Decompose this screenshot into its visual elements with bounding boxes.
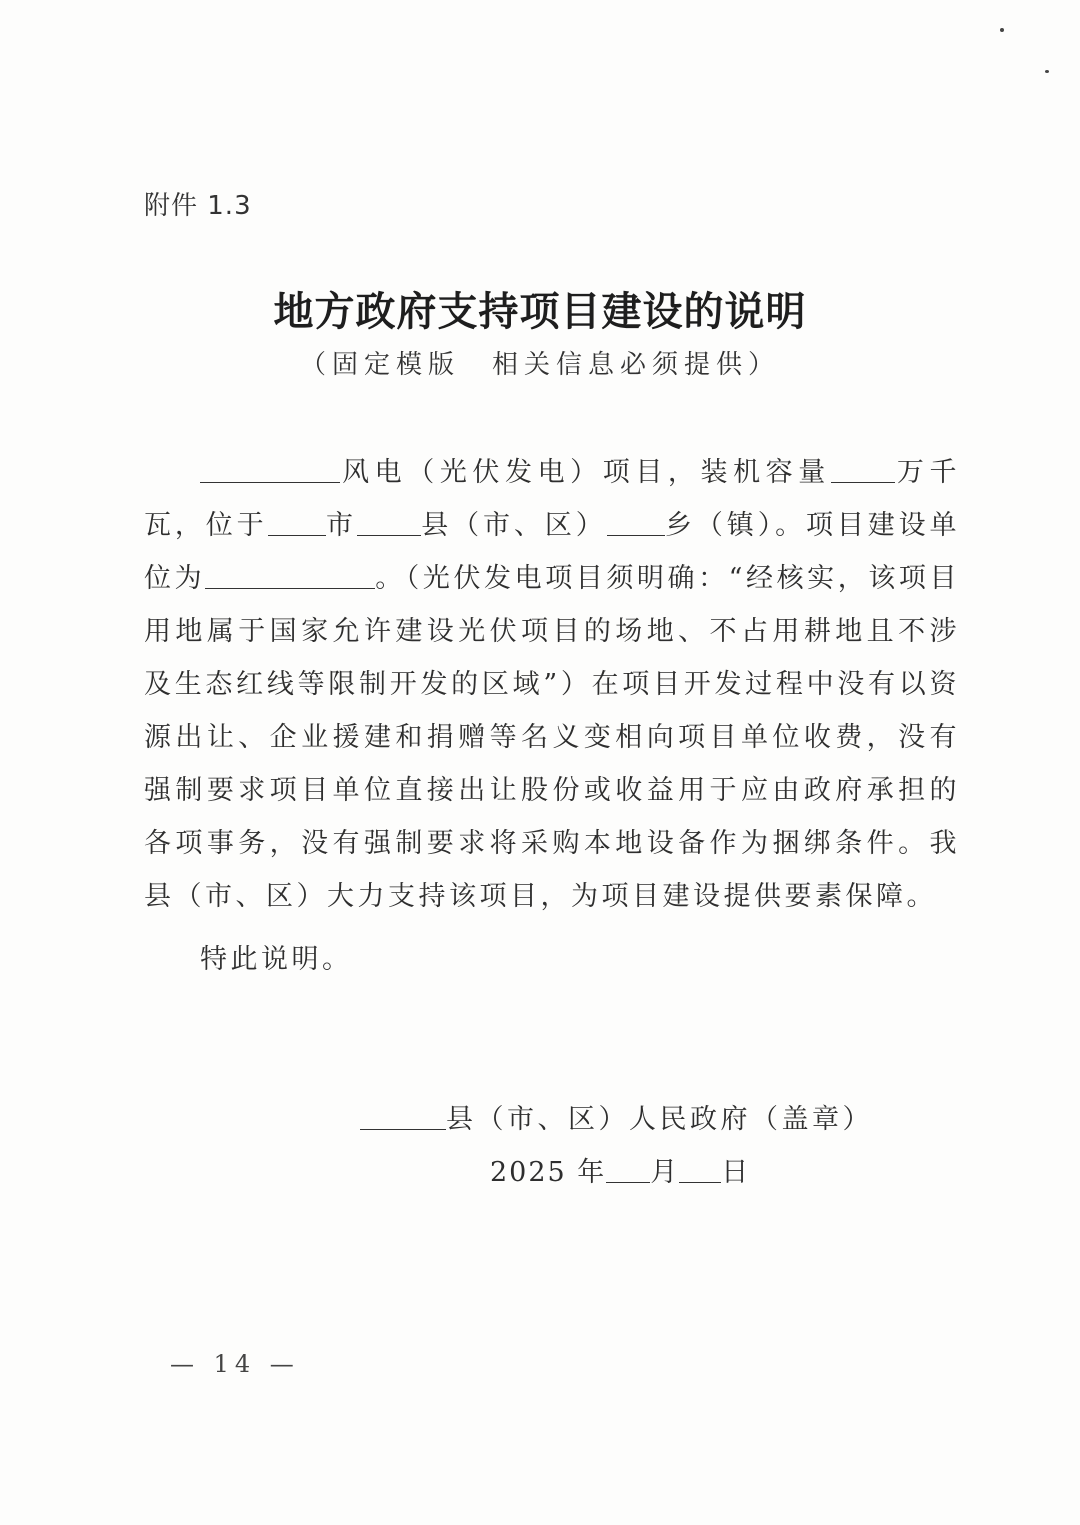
attachment-label: 附件 1.3: [144, 191, 252, 221]
scan-speck: [1000, 28, 1004, 32]
signature-line: [360, 1097, 873, 1136]
body-paragraph: [144, 446, 960, 923]
township-blank: [607, 505, 665, 536]
document-subtitle: （固定模版 相关信息必须提供）: [299, 350, 780, 380]
date-line: [490, 1150, 750, 1189]
body-segment: 万千瓦，位于: [144, 457, 961, 541]
project-name-blank: [200, 452, 340, 483]
county-name-blank: [360, 1099, 446, 1130]
county-blank: [357, 505, 421, 536]
date-day: 日: [721, 1157, 751, 1188]
closing-remark: 特此说明。: [200, 944, 353, 975]
body-segment: 乡（镇）。项目建设单位为: [144, 510, 961, 594]
page-number: — 14 —: [170, 1350, 300, 1378]
construction-unit-blank: [205, 558, 375, 589]
month-blank: [606, 1152, 650, 1183]
document-title: 地方政府支持项目建设的说明: [273, 288, 807, 335]
body-segment: 风电（光伏发电）项目，装机容量: [340, 457, 831, 488]
signature-text: 县（市、区）人民政府（盖章）: [446, 1104, 873, 1135]
scan-speck: [1045, 70, 1049, 73]
body-segment: 县（市、区）: [420, 510, 607, 541]
body-segment: 。（光伏发电项目须明确：“经核实，该项目用地属于国家允许建设光伏项目的场地、不占用耕地且不涉及生态红线等限制开发的区域”）在项目开发过程中没有以资源出让、企业援建和捐赠等名义变相向项目单位收费，没有强制要求项目单位直接出让股份或收益用于应由政府承担的各项事务，没有强制要求将采购本地设备作为捆绑条件。我县（市、区）大力支持该项目，为项目建设提供要素保障。: [144, 563, 960, 912]
date-month: 月: [650, 1157, 680, 1188]
day-blank: [679, 1152, 721, 1183]
body-segment: 市: [325, 510, 357, 541]
city-blank: [268, 505, 326, 536]
date-year: 2025 年: [490, 1157, 607, 1188]
capacity-blank: [831, 452, 895, 483]
